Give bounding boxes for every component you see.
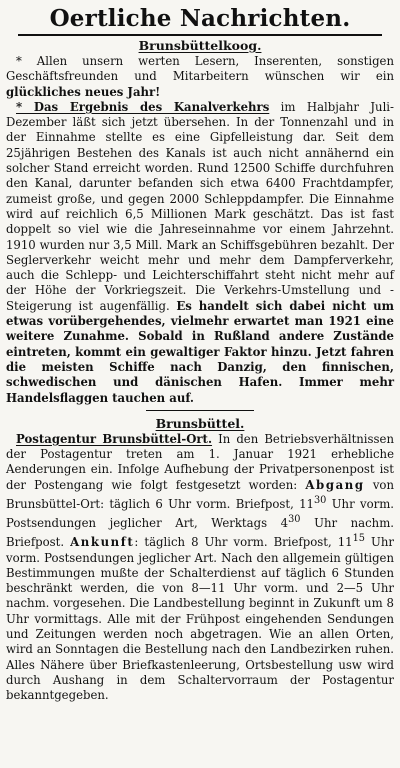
post-article <box>6 432 394 704</box>
post-article-intro: In den Betriebsverhältnissen der Postagentur treten am 1. Januar 1921 erhebliche Aenderungen ein. Infolge Aufhebung der Privatpersonenpost ist der Postengang wie folgt festgesetzt worden: <box>6 431 394 492</box>
greeting-paragraph <box>6 54 394 100</box>
section-divider <box>146 410 254 411</box>
post-text-5: : täglich 8 Uhr vorm. Briefpost, 11 <box>134 535 353 550</box>
canal-article-body: im Halbjahr Juli-Dezember läßt sich jetzt übersehen. In der Tonnenzahl und in der Einnahme stellte es eine Gipfelleistung dar. Seit dem 25jährigen Bestehen des Kanals ist auch nicht annähernd ein solcher Stand erreicht worden. Rund 12500 Schiffe durchfuhren den Kanal, darunter befanden sich etwa 6400 Frachtdampfer, zumeist große, und gegen 2000 Schleppdampfer. Die Einnahme wird auf reichlich 6,5 Millionen Mark geschätzt. Das ist fast doppelt so viel wie die Jahreseinnahme vor einem Jahrzehnt. 1910 wurden nur 3,5 Mill. Mark an Schiffsgebühren bezahlt. Der Seglerverkehr weicht mehr und mehr dem Dampferverkehr, auch die Schlepp- und Leichterschiffahrt steht nicht mehr auf der Höhe der Vorkriegszeit. Die Verkehrs-Umstellung und -Steigerung ist augenfällig. <box>6 99 394 313</box>
masthead-rule <box>18 34 382 36</box>
post-text-2: von Brunsbüttel-Ort: täglich 6 Uhr vorm. Briefpost, 11 <box>6 477 394 511</box>
canal-article-lead: * Das Ergebnis des Kanalverkehrs <box>16 99 270 114</box>
post-text-4: Uhr nachm. Briefpost. <box>6 516 395 550</box>
post-article-lead: Postagentur Brunsbüttel-Ort. <box>16 431 213 446</box>
section-title-brunsbuettel: Brunsbüttel. <box>155 415 245 431</box>
canal-article-bold: Es handelt sich dabei nicht um etwas vorübergehendes, vielmehr erwartet man 1921 eine weitere Zunahme. Sobald in Rußland andere Zustände eintreten, kommt ein gewaltiger Faktor hinzu. Jetzt fahren die meisten Schiffe nach Danzig, den finnischen, schwedischen und dänischen Hafen. Immer mehr Handelsflaggen tauchen auf. <box>6 298 394 405</box>
ankunft-label: Ankunft <box>70 535 135 550</box>
abgang-label: Abgang <box>305 477 365 492</box>
masthead-title: Oertliche Nachrichten. <box>49 5 351 32</box>
greeting-bold: glückliches neues Jahr! <box>6 84 161 99</box>
time-superscript-1: 30 <box>313 495 327 507</box>
post-text-6: Uhr vorm. Postsendungen jeglicher Art. Nach den allgemein gültigen Bestimmungen mußte der Schalterdienst auf täglich 6 Stunden beschränkt werden, die von 8—11 Uhr vorm. und 2—5 Uhr nachm. vorgesehen. Die Landbestellung beginnt in Zukunft um 8 Uhr vormittags. Alle mit der Frühpost eingehenden Sendungen und Zeitungen werden noch abgetragen. Wie an allen Orten, wird an Sonntagen die Bestellung nach den Landbezirken ruhen. Alles Nähere über Briefkastenleerung, Ortsbestellung usw wird durch Aushang in dem Schaltervorraum der Postagentur bekanntgegeben. <box>6 535 394 703</box>
canal-article <box>6 100 394 406</box>
time-superscript-2: 30 <box>288 514 301 526</box>
greeting-text: * Allen unsern werten Lesern, Inserenten, sonstigen Geschäftsfreunden und Mitarbeitern wünschen wir ein <box>6 54 394 84</box>
section-title-brunsbuettelkoog: Brunsbüttelkoog. <box>138 38 262 53</box>
post-text-3: Uhr vorm. Postsendungen jeglicher Art, Werktags 4 <box>6 496 394 531</box>
time-superscript-3: 15 <box>352 533 365 545</box>
